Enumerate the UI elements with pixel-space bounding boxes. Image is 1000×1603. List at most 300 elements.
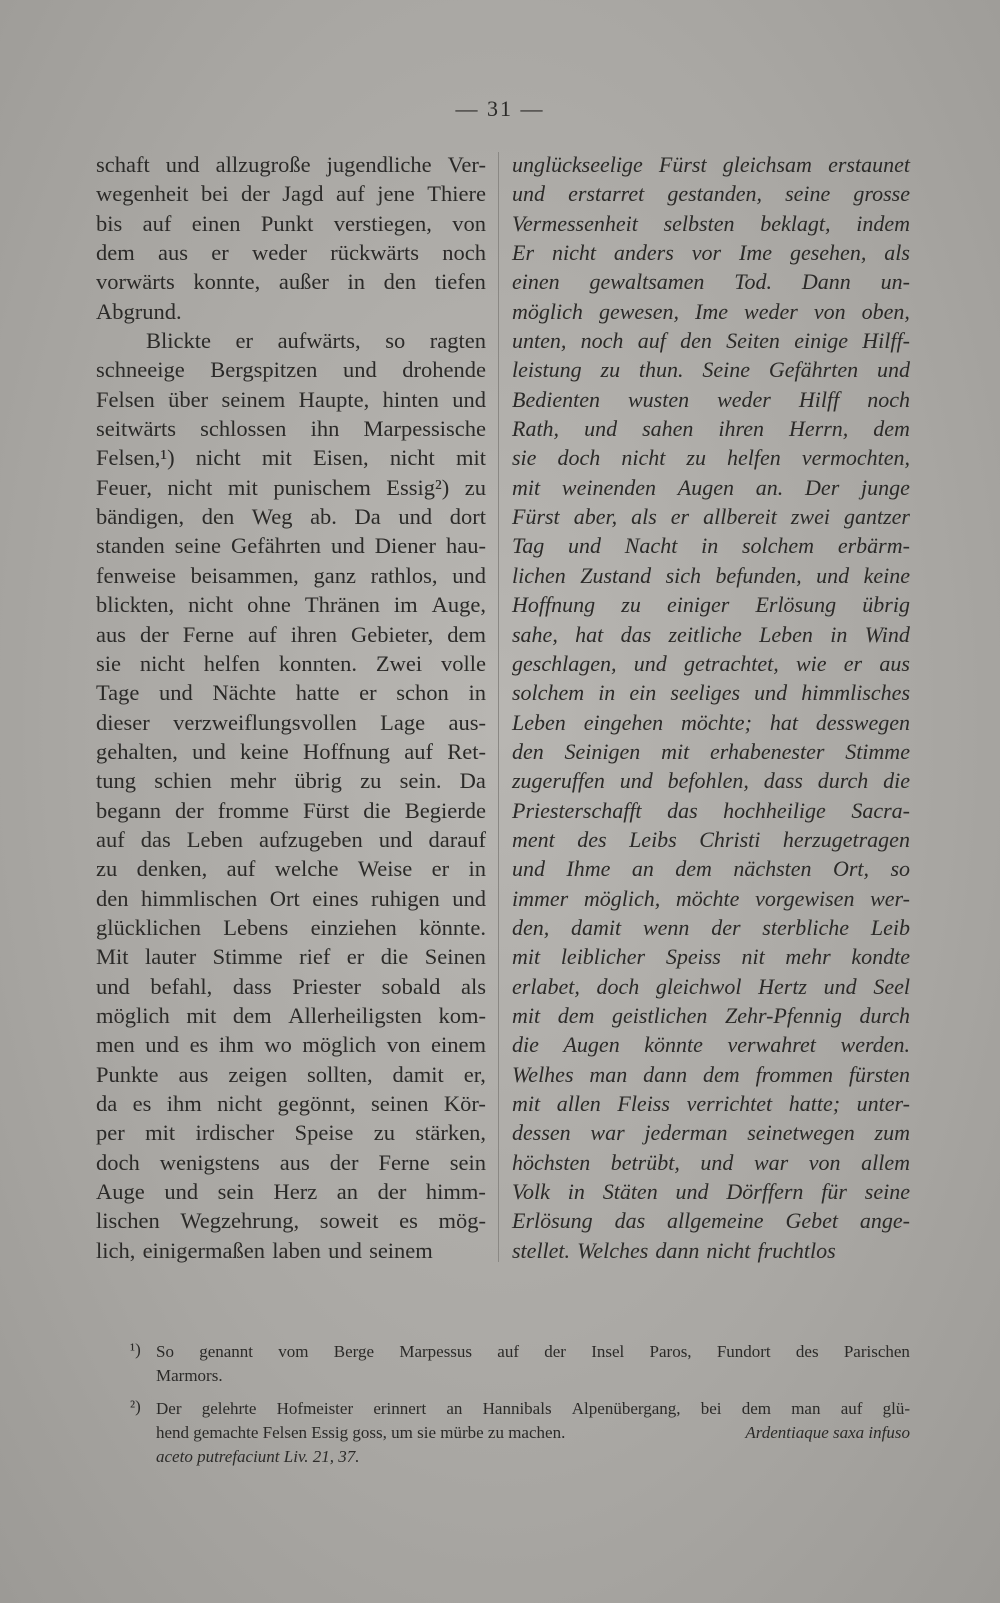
word: jene xyxy=(377,181,415,207)
word: ragten xyxy=(429,328,486,354)
word: verrichtet xyxy=(686,1091,773,1116)
text-line xyxy=(96,1060,486,1089)
word: werden. xyxy=(840,1032,910,1058)
word: nicht xyxy=(706,1237,751,1263)
word: allgemeine xyxy=(667,1208,764,1234)
word: der xyxy=(377,1179,407,1205)
word: grosse xyxy=(853,181,910,207)
word: dem xyxy=(447,621,486,647)
word: der xyxy=(711,914,741,940)
word: erhabenester xyxy=(709,738,825,764)
word: Lebens xyxy=(223,914,289,940)
word: und xyxy=(330,533,365,559)
left-column-modern-text xyxy=(96,150,486,1265)
word: zu xyxy=(360,768,382,794)
word: in xyxy=(701,533,719,559)
word: verwahret xyxy=(727,1032,816,1058)
word: aus xyxy=(279,1149,310,1175)
word: Hertz xyxy=(758,973,807,999)
text-line xyxy=(96,1177,486,1206)
word: Begierde xyxy=(404,797,486,823)
word: lischen xyxy=(96,1208,160,1234)
text-line xyxy=(96,590,486,619)
word: Punkt xyxy=(260,210,314,236)
word: durch xyxy=(817,768,869,794)
word: stärken, xyxy=(415,1120,486,1146)
word: und xyxy=(342,357,377,383)
word: einen xyxy=(512,269,560,295)
word: Blickte xyxy=(146,328,211,354)
word: mit xyxy=(512,474,541,500)
text-line xyxy=(96,561,486,590)
word: denken, xyxy=(136,856,208,882)
word: Alpenübergang, xyxy=(571,1399,681,1418)
word: sich xyxy=(665,562,702,588)
text-line xyxy=(512,502,910,531)
word: lichen xyxy=(512,562,566,588)
text-line xyxy=(96,884,486,913)
word: Jagd xyxy=(282,181,324,207)
word: Speiss xyxy=(665,944,721,970)
word: und xyxy=(452,386,486,412)
word: aufzugeben xyxy=(259,826,363,852)
word: dann xyxy=(643,1061,688,1087)
word: drohende xyxy=(402,357,486,383)
text-line xyxy=(96,414,486,443)
word: Wind xyxy=(864,621,910,647)
word: den xyxy=(201,504,235,530)
text-line xyxy=(512,766,910,795)
word: getrachtet, xyxy=(684,650,779,676)
word: den xyxy=(383,269,417,295)
word: keine xyxy=(863,562,910,588)
word: immer xyxy=(512,885,569,911)
latin-citation: Ardentiaque saxa infuso xyxy=(745,1423,910,1442)
word: Hoffnung xyxy=(512,592,596,618)
text-line xyxy=(512,972,910,1001)
word: Ime xyxy=(695,298,728,324)
word: und xyxy=(584,416,618,442)
word: Fürst xyxy=(658,152,707,177)
text-line xyxy=(512,590,910,619)
word: So xyxy=(156,1342,174,1361)
text-line xyxy=(96,297,486,326)
word: lauter xyxy=(144,944,197,970)
word: solchem xyxy=(512,680,585,706)
word: Priesterschafft xyxy=(512,797,642,823)
word: auf xyxy=(840,1399,863,1418)
word: von xyxy=(813,298,846,324)
word: in xyxy=(347,269,365,295)
word: und xyxy=(328,1237,362,1263)
word: Tag xyxy=(512,533,545,559)
word: die xyxy=(512,1032,539,1058)
text-line xyxy=(512,884,910,913)
word: zu xyxy=(373,1120,395,1146)
word: dem xyxy=(741,1399,771,1418)
word: Haupte, xyxy=(298,386,370,412)
word: von xyxy=(452,210,486,236)
word: in xyxy=(468,856,486,882)
word: glü- xyxy=(882,1399,910,1418)
text-line xyxy=(96,179,486,208)
word: gestanden, xyxy=(667,181,763,207)
text-line xyxy=(96,238,486,267)
word: Lage xyxy=(380,709,426,735)
word: auf xyxy=(248,621,277,647)
word: Diener xyxy=(374,533,436,559)
word: beisammen, xyxy=(190,562,299,588)
word: höchsten xyxy=(512,1149,591,1175)
word: weder xyxy=(744,298,798,324)
text-line xyxy=(512,1177,910,1206)
word: und xyxy=(675,1179,709,1205)
word: und xyxy=(165,152,200,177)
word: und xyxy=(512,181,545,207)
word: Der xyxy=(156,1399,182,1418)
text-line xyxy=(512,678,910,707)
word: über xyxy=(168,386,209,412)
word: Welhes xyxy=(512,1061,574,1087)
word: Berge xyxy=(333,1342,375,1361)
word: schneeige xyxy=(96,357,185,383)
word: einiger xyxy=(666,592,730,618)
word: auf xyxy=(336,181,365,207)
word: keine xyxy=(240,738,289,764)
text-line xyxy=(96,1236,486,1265)
word: unten, xyxy=(512,328,567,354)
text-line xyxy=(96,326,486,355)
word: gesehen, xyxy=(789,240,867,266)
word: er, xyxy=(463,1061,486,1087)
word: rathlos, xyxy=(370,562,438,588)
word: dem xyxy=(703,1061,740,1087)
word: und xyxy=(452,562,486,588)
text-line xyxy=(96,473,486,502)
word: Ime xyxy=(739,240,773,266)
word: fenweise xyxy=(96,562,176,588)
word: ihn xyxy=(310,416,340,442)
word: Dann xyxy=(801,269,851,295)
word: ein xyxy=(629,680,657,706)
word: sterbliche xyxy=(762,914,850,940)
word: geschlagen, xyxy=(512,650,617,676)
word: wer- xyxy=(870,885,910,911)
word: des xyxy=(795,1342,819,1361)
word: dann xyxy=(655,1237,700,1263)
word: Ver- xyxy=(447,152,486,177)
word: möglich xyxy=(302,1032,377,1058)
word: anders xyxy=(613,240,674,266)
word: nicht xyxy=(188,592,234,618)
text-line xyxy=(96,1089,486,1118)
word: auf xyxy=(404,738,434,764)
word: nicht xyxy=(139,650,185,676)
word: mehr xyxy=(229,768,277,794)
word: eines xyxy=(312,885,359,911)
word: eingehen xyxy=(583,709,664,735)
word: einigermaßen xyxy=(142,1237,266,1263)
latin-citation-line: aceto putrefaciunt Liv. 21, 37. xyxy=(156,1447,360,1466)
word: Feuer, xyxy=(96,474,152,500)
word: auf xyxy=(96,826,125,852)
word: noch xyxy=(580,328,624,354)
word: auf xyxy=(142,210,172,236)
text-line xyxy=(96,1030,486,1059)
word: er xyxy=(670,504,690,530)
word: dem xyxy=(675,856,712,882)
word: schaft xyxy=(96,152,150,177)
word: und xyxy=(145,1032,180,1058)
word: lich, xyxy=(96,1237,136,1263)
word: von xyxy=(808,1149,841,1175)
word: Sacra- xyxy=(851,797,910,823)
word: mit xyxy=(186,1002,217,1028)
word: den, xyxy=(512,914,550,940)
word: sie xyxy=(96,650,121,676)
word: Bergspitzen xyxy=(210,357,318,383)
word: einen xyxy=(191,210,241,236)
word: und xyxy=(159,680,193,706)
word: standen xyxy=(96,533,165,559)
word: himmlischen xyxy=(141,885,258,911)
word: mehr xyxy=(785,944,831,970)
word: auf xyxy=(226,856,256,882)
word: men xyxy=(96,1032,135,1058)
word: gantzer xyxy=(843,504,910,530)
word: dem xyxy=(96,240,135,266)
word: mit xyxy=(145,1120,176,1146)
word: aufwärts, xyxy=(277,328,361,354)
word: auf xyxy=(637,328,666,354)
word: kondte xyxy=(851,944,910,970)
word: das xyxy=(140,826,171,852)
word: herzugetragen xyxy=(782,826,910,852)
word: nicht xyxy=(217,1091,263,1116)
word: dem xyxy=(873,416,910,442)
word: hatte xyxy=(295,680,340,706)
word: aus xyxy=(96,621,126,647)
word: Ort xyxy=(269,885,300,911)
word: mit xyxy=(512,1091,541,1116)
text-line xyxy=(96,385,486,414)
word: seeliges xyxy=(670,680,741,706)
word: einige xyxy=(794,328,848,354)
word: erbärm- xyxy=(837,533,910,559)
text-line xyxy=(512,179,910,208)
word: Leben xyxy=(759,621,813,647)
text-line xyxy=(96,825,486,854)
word: jugendliche xyxy=(326,152,432,177)
word: Zehr-Pfennig xyxy=(724,1002,842,1028)
word: Seel xyxy=(873,973,910,999)
word: Nächte xyxy=(212,680,277,706)
word: hau- xyxy=(445,533,486,559)
text-line xyxy=(512,326,910,355)
word: Tage xyxy=(96,680,140,706)
word: Seiten xyxy=(726,328,780,354)
word: Hilff- xyxy=(862,328,910,354)
text-line xyxy=(96,737,486,766)
text-line xyxy=(96,972,486,1001)
word: tung xyxy=(96,768,137,794)
text-line xyxy=(96,649,486,678)
word: solchem xyxy=(741,533,815,559)
word: er xyxy=(359,680,377,706)
text-line xyxy=(96,531,486,560)
word: ganz xyxy=(313,562,356,588)
word: Auge xyxy=(96,1179,145,1205)
word: Hoffnung xyxy=(302,738,391,764)
word: zu xyxy=(464,474,486,500)
word: in xyxy=(598,680,616,706)
word: und xyxy=(823,973,857,999)
word: Weise xyxy=(357,856,413,882)
word: Da xyxy=(354,504,381,530)
word: fürsten xyxy=(848,1061,910,1087)
text-line xyxy=(96,355,486,384)
word: welche xyxy=(274,856,339,882)
word: allzugroße xyxy=(215,152,311,177)
word: weder xyxy=(717,386,771,412)
word: Fleiss xyxy=(617,1091,670,1116)
word: ruhigen xyxy=(370,885,440,911)
word: wenn xyxy=(642,914,690,940)
word: nicht xyxy=(621,445,666,471)
text-line xyxy=(512,1148,910,1177)
word: sein xyxy=(449,1149,486,1175)
word: einziehen xyxy=(310,914,397,940)
word: genannt xyxy=(199,1342,254,1361)
word: bei xyxy=(200,181,229,207)
word: ihm xyxy=(218,1032,254,1058)
word: hat xyxy=(575,621,604,647)
word: junge xyxy=(861,474,910,500)
word: Insel xyxy=(591,1342,625,1361)
word: himm- xyxy=(425,1179,486,1205)
word: möglich xyxy=(96,1002,170,1028)
word: möglich, xyxy=(583,885,661,911)
word: vorwärts xyxy=(96,269,175,295)
word: das xyxy=(620,621,652,647)
word: er xyxy=(843,650,863,676)
word: nicht xyxy=(389,445,435,471)
word: gegönnt, xyxy=(277,1091,356,1116)
word: an xyxy=(631,856,654,882)
word: als xyxy=(631,504,657,530)
word: befahl, xyxy=(150,973,213,999)
word: Stimme xyxy=(845,738,910,764)
word: unter- xyxy=(856,1091,910,1116)
word: Seine xyxy=(702,357,751,383)
word: Marpessus xyxy=(399,1342,473,1361)
word: zu xyxy=(686,445,706,471)
word: Vermessenheit xyxy=(512,210,638,236)
word: befunden, xyxy=(715,562,802,588)
word: war xyxy=(753,1149,789,1175)
footnote-text: hend gemachte Felsen Essig goss, um sie mürbe zu machen. xyxy=(156,1423,566,1442)
word: wo xyxy=(264,1032,292,1058)
word: unglückseelige xyxy=(512,152,643,177)
word: vorgewisen xyxy=(755,885,855,911)
word: und xyxy=(816,562,850,588)
footnote-line xyxy=(156,1421,910,1445)
word: Marmors. xyxy=(156,1366,223,1385)
word: helfen xyxy=(727,445,781,471)
word: schlossen xyxy=(200,416,287,442)
word: Herrn, xyxy=(789,416,849,442)
word: Ferne xyxy=(182,621,234,647)
word: dessen xyxy=(512,1120,571,1146)
word: Fürst xyxy=(512,504,560,530)
word: Fundort xyxy=(716,1342,771,1361)
word: und xyxy=(378,826,413,852)
footnote-line xyxy=(156,1397,910,1421)
text-line xyxy=(512,414,910,443)
word: weder xyxy=(252,240,307,266)
word: sahe, xyxy=(512,621,558,647)
footnote-line xyxy=(156,1340,910,1364)
word: vom xyxy=(278,1342,309,1361)
word: wie xyxy=(795,650,827,676)
word: sollten, xyxy=(307,1061,373,1087)
word: leistung xyxy=(512,357,582,383)
word: der xyxy=(544,1342,566,1361)
word: Ihme xyxy=(566,856,611,882)
word: übrig xyxy=(294,768,342,794)
text-line xyxy=(512,942,910,971)
word: Augen xyxy=(677,474,734,500)
word: sahen xyxy=(642,416,694,442)
footnotes xyxy=(130,1340,910,1478)
word: Gebet xyxy=(785,1208,838,1234)
text-line xyxy=(96,150,486,179)
word: da xyxy=(96,1091,118,1116)
text-line xyxy=(512,297,910,326)
word: doch xyxy=(96,1149,140,1175)
text-line xyxy=(512,209,910,238)
word: himmlisches xyxy=(801,680,910,706)
text-line xyxy=(96,209,486,238)
word: Fürst xyxy=(302,797,350,823)
text-line xyxy=(96,678,486,707)
word: außer xyxy=(278,269,329,295)
word: konnten. xyxy=(278,650,357,676)
word: kom- xyxy=(438,1002,486,1028)
word: möchte xyxy=(675,885,740,911)
word: sein xyxy=(217,1179,254,1205)
word: Tod. xyxy=(734,269,773,295)
word: das xyxy=(667,797,698,823)
word: erstaunet xyxy=(828,152,910,177)
word: Stimme xyxy=(212,944,283,970)
word: Kör- xyxy=(443,1091,486,1116)
word: nicht xyxy=(551,240,596,266)
word: Bedienten xyxy=(512,386,600,412)
word: auf xyxy=(497,1342,520,1361)
word: darauf xyxy=(428,826,486,852)
word: zu xyxy=(96,856,118,882)
word: stellet. xyxy=(512,1237,571,1263)
word: fromme xyxy=(217,797,289,823)
word: oben, xyxy=(861,298,910,324)
word: gewaltsamen xyxy=(589,269,705,295)
word: Zustand xyxy=(580,562,652,588)
word: er xyxy=(346,944,365,970)
footnote-mark: ²) xyxy=(130,1397,141,1416)
word: der xyxy=(241,181,270,207)
word: punischem xyxy=(273,474,371,500)
